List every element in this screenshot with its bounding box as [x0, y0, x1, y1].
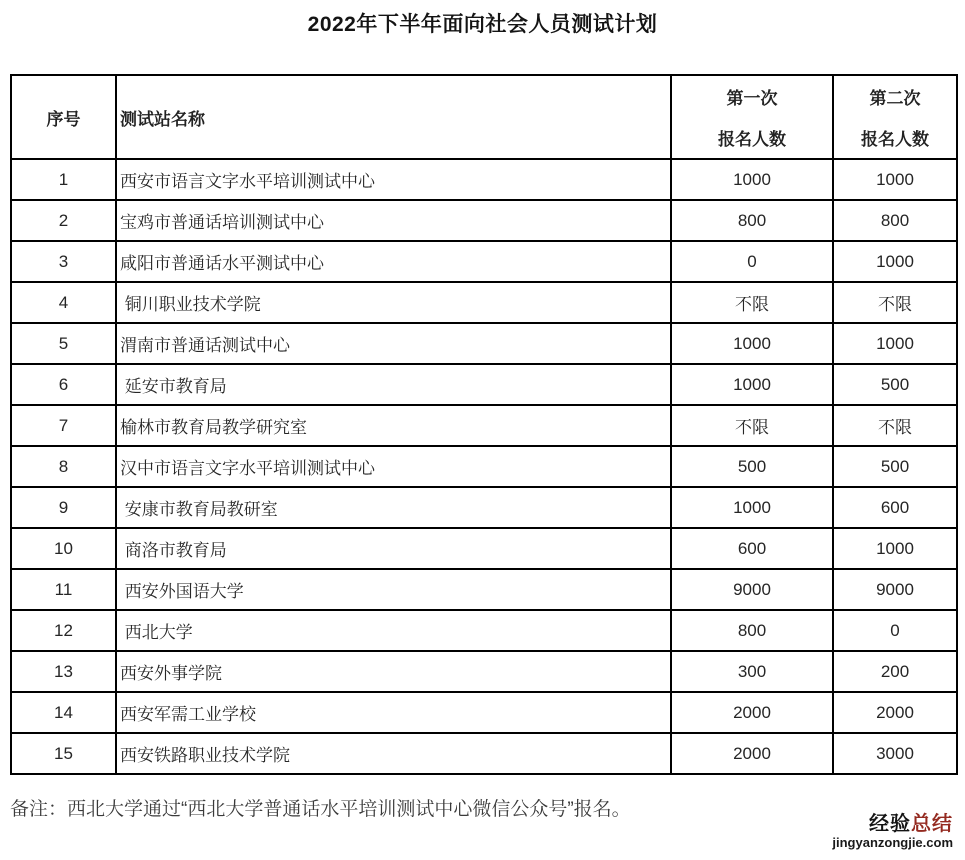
cell-serial: 7 [11, 405, 116, 446]
table-row [11, 282, 957, 323]
table-row [11, 733, 957, 774]
header-serial: 序号 [11, 75, 116, 159]
cell-second-count: 不限 [833, 282, 957, 323]
table-row [11, 528, 957, 569]
cell-second-count: 3000 [833, 733, 957, 774]
table-row [11, 323, 957, 364]
table-row [11, 364, 957, 405]
cell-station-name: 安康市教育局教研室 [116, 487, 671, 528]
cell-station-name: 铜川职业技术学院 [116, 282, 671, 323]
cell-first-count: 800 [671, 200, 833, 241]
watermark-brand [832, 814, 953, 835]
footnote: 备注：西北大学通过“西北大学普通话水平培训测试中心微信公众号”报名。 [10, 799, 631, 820]
header-first-count [671, 75, 833, 159]
cell-second-count: 800 [833, 200, 957, 241]
cell-station-name: 西北大学 [116, 610, 671, 651]
cell-station-name: 西安外国语大学 [116, 569, 671, 610]
table-row [11, 692, 957, 733]
cell-station-name: 宝鸡市普通话培训测试中心 [116, 200, 671, 241]
cell-first-count: 2000 [671, 733, 833, 774]
watermark-brand-black: 经验 [869, 813, 911, 836]
cell-first-count: 不限 [671, 405, 833, 446]
cell-first-count: 1000 [671, 364, 833, 405]
cell-serial: 5 [11, 323, 116, 364]
cell-station-name: 西安市语言文字水平培训测试中心 [116, 159, 671, 200]
table-header [11, 75, 957, 159]
cell-second-count: 600 [833, 487, 957, 528]
cell-serial: 15 [11, 733, 116, 774]
cell-first-count: 9000 [671, 569, 833, 610]
cell-serial: 9 [11, 487, 116, 528]
cell-serial: 13 [11, 651, 116, 692]
cell-serial: 1 [11, 159, 116, 200]
cell-second-count: 9000 [833, 569, 957, 610]
cell-station-name: 榆林市教育局教学研究室 [116, 405, 671, 446]
cell-second-count: 500 [833, 446, 957, 487]
header-row [11, 75, 957, 159]
table-row [11, 610, 957, 651]
watermark [832, 814, 953, 850]
header-second-count-line1: 第二次 [869, 89, 921, 108]
cell-second-count: 500 [833, 364, 957, 405]
cell-first-count: 1000 [671, 323, 833, 364]
cell-first-count: 1000 [671, 159, 833, 200]
cell-serial: 14 [11, 692, 116, 733]
cell-serial: 12 [11, 610, 116, 651]
cell-serial: 8 [11, 446, 116, 487]
header-first-count-line2: 报名人数 [718, 130, 786, 149]
cell-serial: 10 [11, 528, 116, 569]
table-row [11, 405, 957, 446]
cell-second-count: 200 [833, 651, 957, 692]
header-second-count-stack [834, 76, 956, 158]
cell-first-count: 0 [671, 241, 833, 282]
cell-second-count: 1000 [833, 528, 957, 569]
cell-second-count: 1000 [833, 159, 957, 200]
cell-first-count: 500 [671, 446, 833, 487]
cell-station-name: 商洛市教育局 [116, 528, 671, 569]
header-second-count-line2: 报名人数 [861, 130, 929, 149]
header-first-count-stack [672, 76, 832, 158]
test-plan-table [10, 74, 958, 775]
cell-station-name: 延安市教育局 [116, 364, 671, 405]
header-second-count [833, 75, 957, 159]
cell-first-count: 不限 [671, 282, 833, 323]
table-row [11, 446, 957, 487]
cell-station-name: 渭南市普通话测试中心 [116, 323, 671, 364]
cell-station-name: 汉中市语言文字水平培训测试中心 [116, 446, 671, 487]
table-row [11, 569, 957, 610]
cell-serial: 2 [11, 200, 116, 241]
table-row [11, 159, 957, 200]
cell-first-count: 300 [671, 651, 833, 692]
cell-first-count: 1000 [671, 487, 833, 528]
header-first-count-line1: 第一次 [726, 89, 778, 108]
cell-second-count: 0 [833, 610, 957, 651]
page-title: 2022年下半年面向社会人员测试计划 [307, 13, 658, 36]
cell-serial: 3 [11, 241, 116, 282]
cell-second-count: 1000 [833, 323, 957, 364]
cell-second-count: 不限 [833, 405, 957, 446]
table-row [11, 241, 957, 282]
header-station-name: 测试站名称 [116, 75, 671, 159]
cell-second-count: 1000 [833, 241, 957, 282]
watermark-brand-red: 总结 [911, 813, 953, 836]
cell-station-name: 咸阳市普通话水平测试中心 [116, 241, 671, 282]
table-body [11, 159, 957, 774]
cell-first-count: 600 [671, 528, 833, 569]
table-row [11, 487, 957, 528]
cell-second-count: 2000 [833, 692, 957, 733]
table-row [11, 200, 957, 241]
cell-station-name: 西安军需工业学校 [116, 692, 671, 733]
cell-station-name: 西安外事学院 [116, 651, 671, 692]
cell-first-count: 800 [671, 610, 833, 651]
cell-first-count: 2000 [671, 692, 833, 733]
table-row [11, 651, 957, 692]
cell-serial: 11 [11, 569, 116, 610]
watermark-domain: jingyanzongjie.com [832, 835, 953, 851]
cell-station-name: 西安铁路职业技术学院 [116, 733, 671, 774]
cell-serial: 6 [11, 364, 116, 405]
cell-serial: 4 [11, 282, 116, 323]
